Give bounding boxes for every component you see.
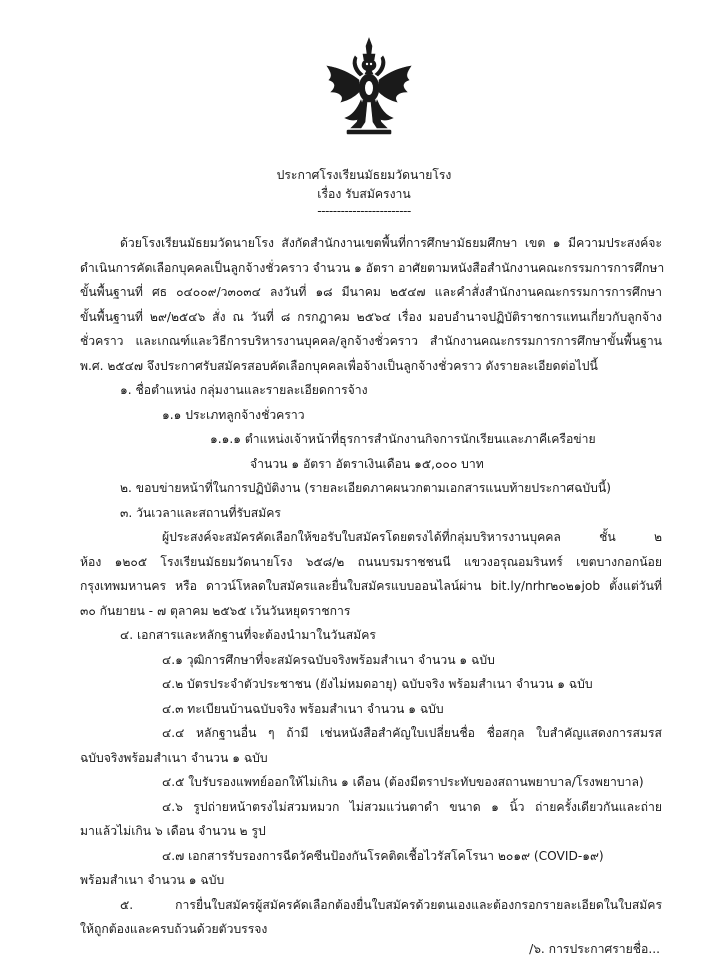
section-4-4-cont: ฉบับจริงพร้อมสำเนา จำนวน ๑ ฉบับ [80,751,268,765]
section-2-heading: ๒. ขอบข่ายหน้าที่ในการปฏิบัติงาน (รายละเอียดภาคผนวกตามเอกสารแนบท้ายประกาศฉบับนี้) [120,481,611,495]
section-3-text: ๓๐ กันยายน - ๗ ตุลาคม ๒๕๖๕ เว้นวันหยุดราชการ [80,604,351,618]
section-4-3: ๔.๓ ทะเบียนบ้านฉบับจริง พร้อมสำเนา จำนวน ๑ ฉบับ [162,702,444,716]
position-detail: จำนวน ๑ อัตรา อัตราเงินเดือน ๑๕,๐๐๐ บาท [250,457,484,471]
section-4-5: ๔.๕ ใบรับรองแพทย์ออกให้ไม่เกิน ๑ เดือน (ต้องมีตราประทับของสถานพยาบาล/โรงพยาบาล) [162,775,644,789]
section-1-1-1: ๑.๑.๑ ตำแหน่งเจ้าหน้าที่ธุรการสำนักงานกิจการนักเรียนและภาคีเครือข่าย [210,432,596,446]
section-4-6: ๔.๖ รูปถ่ายหน้าตรงไม่สวมหมวก ไม่สวมแว่นตาดำ ขนาด ๑ นิ้ว ถ่ายครั้งเดียวกันและถ่าย [162,800,662,814]
document-subject: เรื่อง รับสมัครงาน [317,187,411,201]
section-4-7: ๔.๗ เอกสารรับรองการฉีดวัคซีนป้องกันโรคติดเชื้อไวรัสโคโรนา ๒๐๑๙ (COVID-๑๙) [162,849,604,863]
section-1-heading: ๑. ชื่อตำแหน่ง กลุ่มงานและรายละเอียดการจ้าง [120,383,368,397]
section-5: ๕. การยื่นใบสมัครผู้สมัครคัดเลือกต้องยื่นใบสมัครด้วยตนเองและต้องกรอกรายละเอียดในใบสมัคร [120,898,662,912]
section-4-4: ๔.๔ หลักฐานอื่น ๆ ถ้ามี เช่นหนังสือสำคัญใบเปลี่ยนชื่อ ชื่อสกุล ใบสำคัญแสดงการสมรส [162,726,662,740]
section-1-1: ๑.๑ ประเภทลูกจ้างชั่วคราว [162,408,305,422]
section-5-cont: ให้ถูกต้องและครบถ้วนด้วยตัวบรรจง [80,922,268,936]
continuation-note: /๖. การประกาศรายชื่อ... [529,942,660,956]
section-4-2: ๔.๒ บัตรประจำตัวประชาชน (ยังไม่หมดอายุ) ฉบับจริง พร้อมสำเนา จำนวน ๑ ฉบับ [162,677,593,691]
intro-line: ด้วยโรงเรียนมัธยมวัดนายโรง สังกัดสำนักงานเขตพื้นที่การศึกษามัธยมศึกษา เขต ๑ มีความประสงค์จะ [120,236,662,250]
intro-line: ขั้นพื้นฐานที่ ๒๙/๒๕๔๖ สั่ง ณ วันที่ ๘ กรกฎาคม ๒๕๖๔ เรื่อง มอบอำนาจปฏิบัติราชการแทนเกี่ยวกับลูกจ้าง [80,310,662,324]
section-4-1: ๔.๑ วุฒิการศึกษาที่จะสมัครฉบับจริงพร้อมสำเนา จำนวน ๑ ฉบับ [162,653,495,667]
section-3-text: ผู้ประสงค์จะสมัครคัดเลือกให้ขอรับใบสมัครโดยตรงได้ที่กลุ่มบริหารงานบุคคล ชั้น ๒ [162,530,662,544]
separator-line: ------------------------ [317,204,411,218]
intro-line: ดำเนินการคัดเลือกบุคคลเป็นลูกจ้างชั่วคราว จำนวน ๑ อัตรา อาศัยตามหนังสือสำนักงานคณะกรรมการการศึกษา [80,261,665,275]
document-title: ประกาศโรงเรียนมัธยมวัดนายโรง [276,168,452,182]
garuda-emblem-icon [321,36,417,140]
intro-line: ชั่วคราว และเกณฑ์และวิธีการบริหารงานบุคคล/ลูกจ้างชั่วคราว สำนักงานคณะกรรมการการศึกษาขั้นพื้นฐาน [80,334,662,348]
intro-line: ขั้นพื้นฐานที่ ศธ ๐๔๐๐๙/ว๓๐๓๔ ลงวันที่ ๑๘ มีนาคม ๒๕๔๗ และคำสั่งสำนักงานคณะกรรมการการศึกษา [80,285,662,299]
section-4-7-cont: พร้อมสำเนา จำนวน ๑ ฉบับ [80,873,225,887]
section-3-text: กรุงเทพมหานคร หรือ ดาวน์โหลดใบสมัครและยื่นใบสมัครแบบออนไลน์ผ่าน bit.ly/nrhr๒๐๒๑job ตั้งแต่วันที่ [80,579,662,593]
intro-line: พ.ศ. ๒๕๔๗ จึงประกาศรับสมัครสอบคัดเลือกบุคคลเพื่อจ้างเป็นลูกจ้างชั่วคราว ดังรายละเอียดต่อไปนี้ [80,359,598,373]
section-3-text: ห้อง ๑๒๐๕ โรงเรียนมัธยมวัดนายโรง ๖๕๘/๒ ถนนบรมราชชนนี แขวงอรุณอมรินทร์ เขตบางกอกน้อย [80,555,662,569]
section-4-6-cont: มาแล้วไม่เกิน ๖ เดือน จำนวน ๒ รูป [80,824,266,838]
section-3-heading: ๓. วันเวลาและสถานที่รับสมัคร [120,506,281,520]
section-4-heading: ๔. เอกสารและหลักฐานที่จะต้องนำมาในวันสมัคร [120,628,376,642]
